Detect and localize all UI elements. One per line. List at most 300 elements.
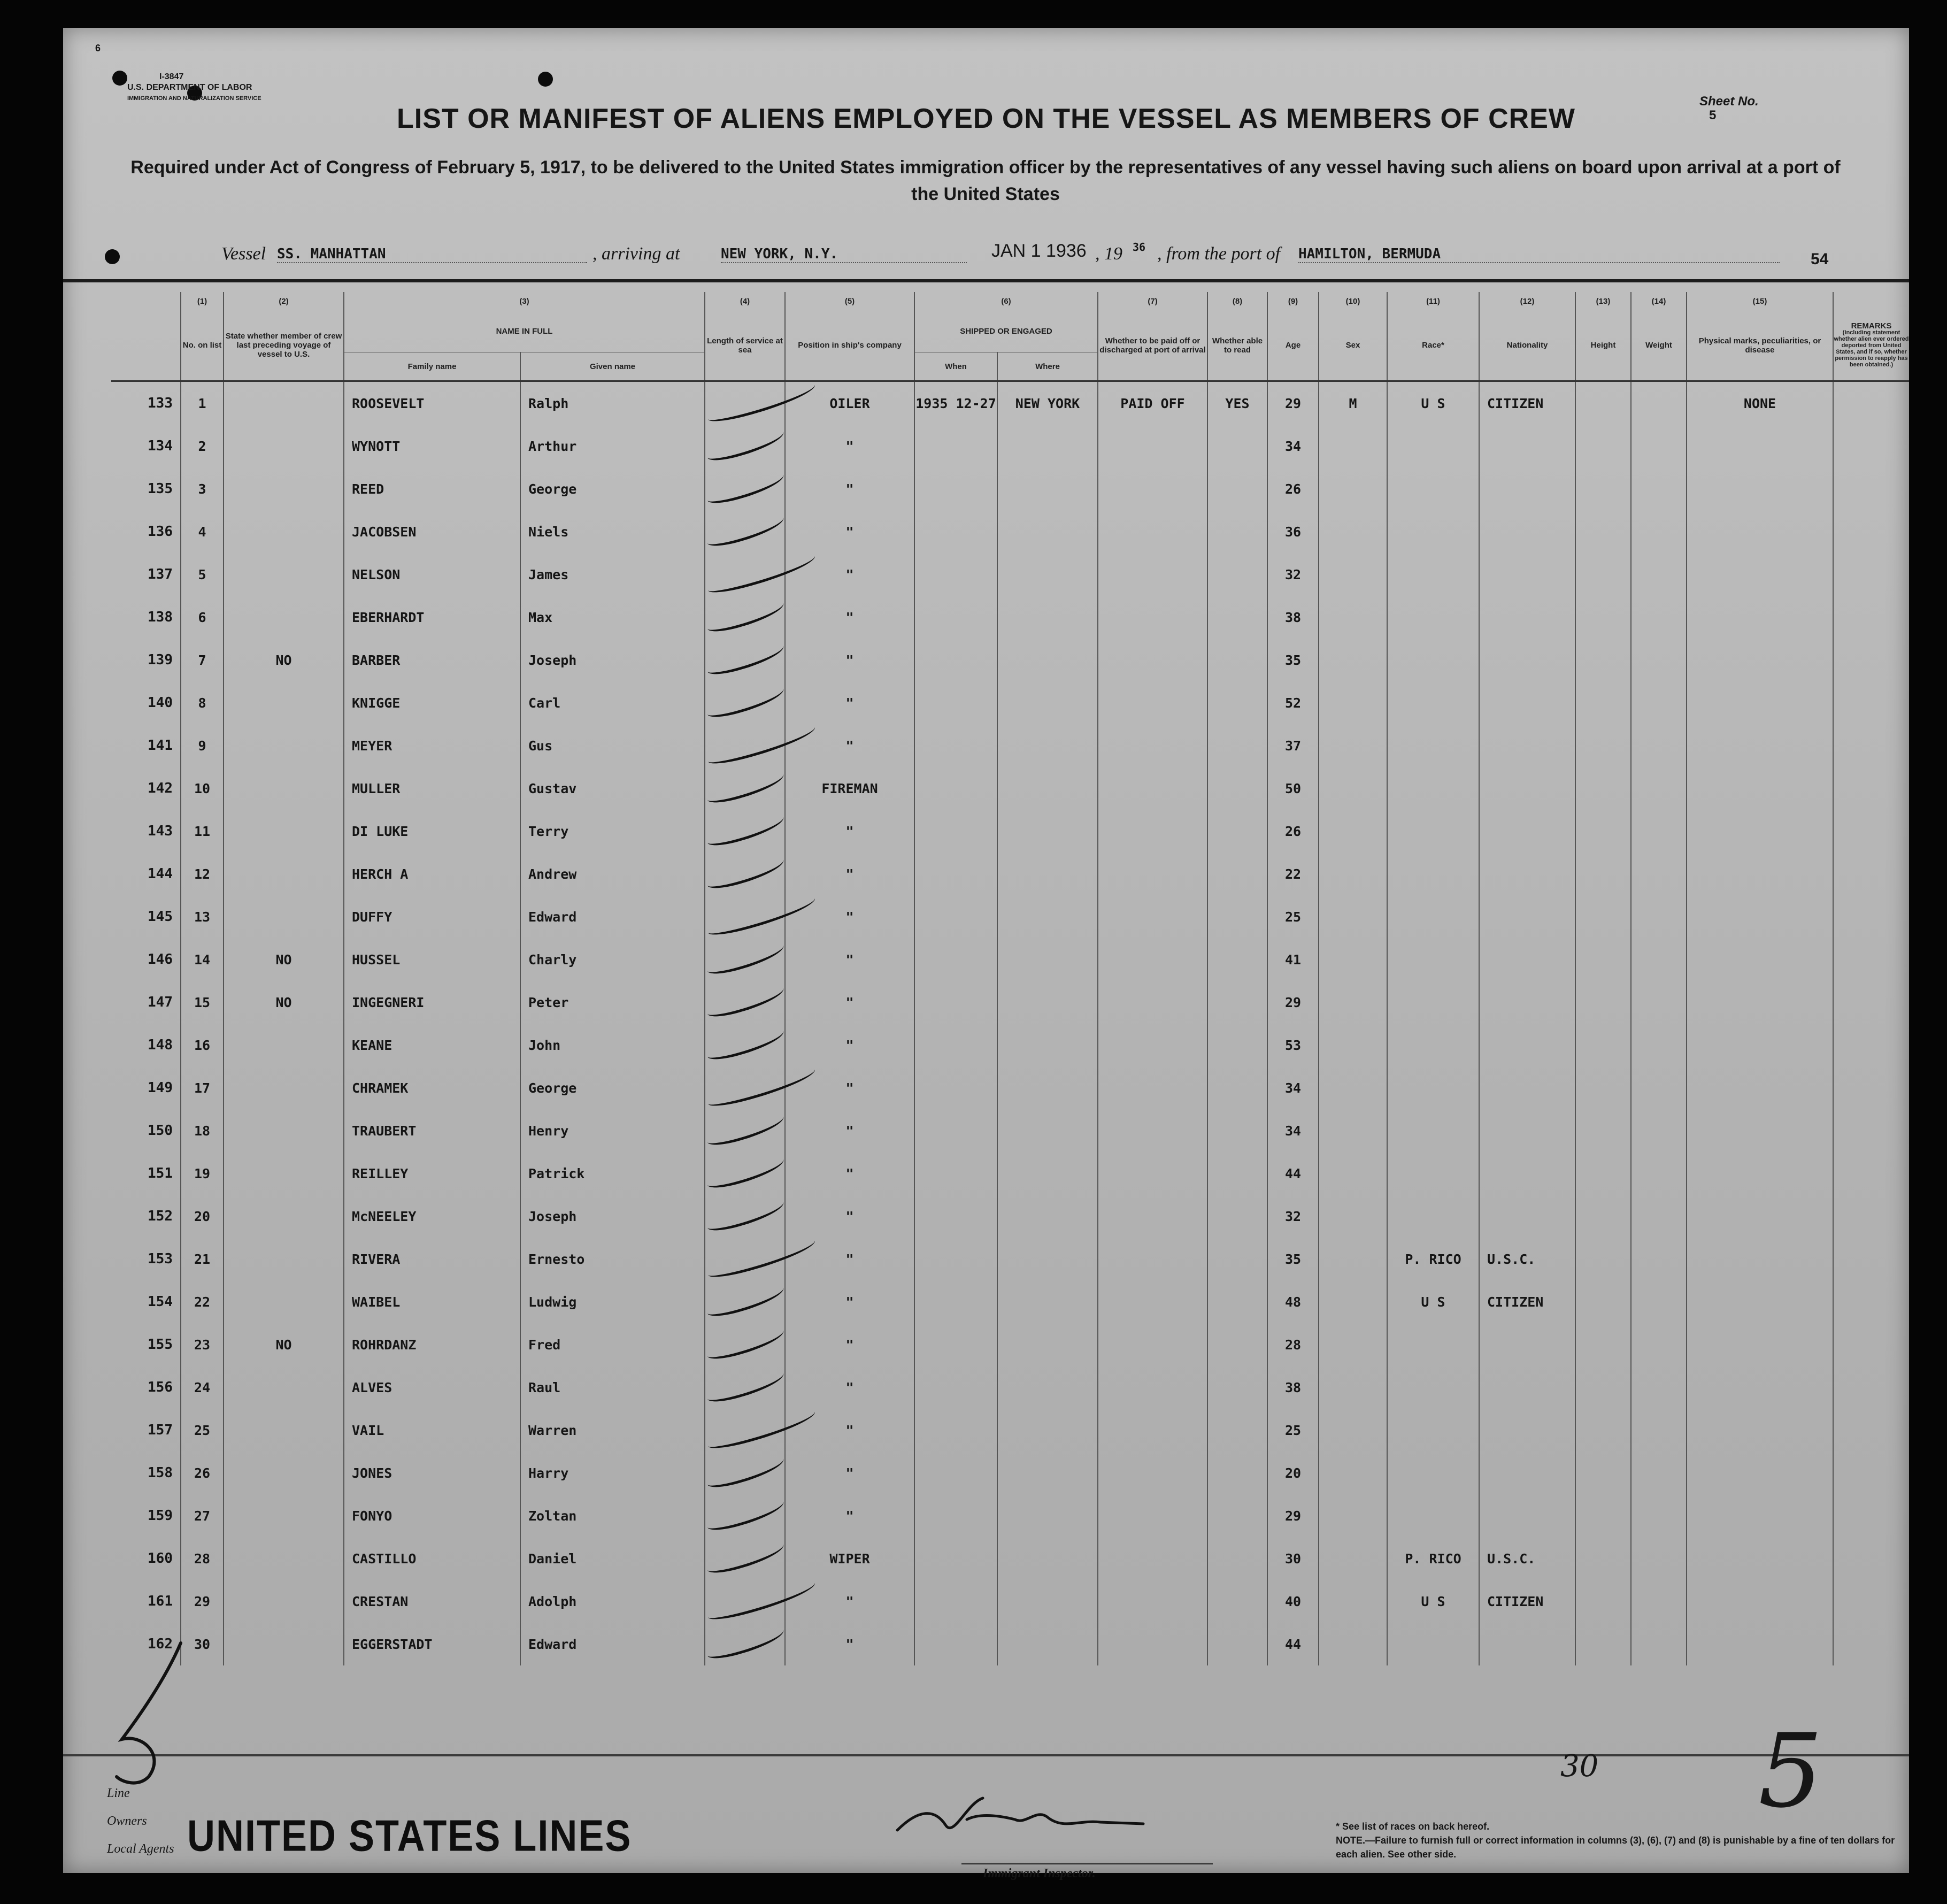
row-number: 4 xyxy=(181,510,224,553)
paid-off xyxy=(1098,1537,1207,1580)
margin-number: 159 xyxy=(148,1508,173,1524)
margin-number: 140 xyxy=(148,695,173,711)
given-name: Charly xyxy=(520,938,705,981)
age: 25 xyxy=(1267,1409,1319,1452)
table-row xyxy=(111,1066,1909,1109)
table-row xyxy=(111,639,1909,681)
weight xyxy=(1631,1323,1687,1366)
pen-stroke xyxy=(704,767,787,807)
header-state-member: State whether member of crew last preceding voyage of vessel to U.S. xyxy=(224,310,344,381)
table-row xyxy=(111,1152,1909,1195)
nationality: U.S.C. xyxy=(1479,1537,1575,1580)
service-length-mark xyxy=(705,1238,785,1280)
position: " xyxy=(785,1066,914,1109)
position: " xyxy=(785,467,914,510)
age: 40 xyxy=(1267,1580,1319,1623)
given-name: George xyxy=(520,467,705,510)
family-name: KEANE xyxy=(344,1024,520,1066)
service: IMMIGRATION AND NATURALIZATION SERVICE xyxy=(127,95,261,102)
sex xyxy=(1319,681,1387,724)
shipped-where xyxy=(997,853,1098,895)
row-number: 16 xyxy=(181,1024,224,1066)
able-to-read xyxy=(1207,1623,1267,1665)
margin-number: 145 xyxy=(148,909,173,925)
weight xyxy=(1631,853,1687,895)
given-name: Edward xyxy=(520,1623,705,1665)
position: WIPER xyxy=(785,1537,914,1580)
race xyxy=(1387,1109,1479,1152)
margin-number: 144 xyxy=(148,866,173,882)
department: U.S. DEPARTMENT OF LABOR xyxy=(127,83,252,92)
weight xyxy=(1631,1238,1687,1280)
sex xyxy=(1319,724,1387,767)
family-name: WYNOTT xyxy=(344,425,520,467)
family-name: DUFFY xyxy=(344,895,520,938)
family-name: CASTILLO xyxy=(344,1537,520,1580)
table-row xyxy=(111,553,1909,596)
pen-stroke xyxy=(704,1195,787,1235)
race: P. RICO xyxy=(1387,1537,1479,1580)
race xyxy=(1387,510,1479,553)
able-to-read xyxy=(1207,596,1267,639)
height xyxy=(1575,381,1631,425)
header-name-in-full: NAME IN FULL xyxy=(344,310,705,352)
header-no-on-list: No. on list xyxy=(181,310,224,381)
remarks-title: REMARKS xyxy=(1851,321,1892,331)
shipped-where xyxy=(997,1109,1098,1152)
paid-off xyxy=(1098,425,1207,467)
weight xyxy=(1631,1580,1687,1623)
given-name: John xyxy=(520,1024,705,1066)
family-name: VAIL xyxy=(344,1409,520,1452)
header-given-name: Given name xyxy=(520,352,705,381)
margin-number: 148 xyxy=(148,1037,173,1053)
weight xyxy=(1631,1024,1687,1066)
paid-off xyxy=(1098,1452,1207,1494)
physical-marks xyxy=(1687,981,1833,1024)
nationality xyxy=(1479,938,1575,981)
given-name: Max xyxy=(520,596,705,639)
given-name: Warren xyxy=(520,1409,705,1452)
paid-off xyxy=(1098,1409,1207,1452)
age: 22 xyxy=(1267,853,1319,895)
pen-stroke xyxy=(704,810,787,850)
pen-stroke xyxy=(704,467,787,508)
header-when: When xyxy=(914,352,997,381)
nationality xyxy=(1479,510,1575,553)
shipped-when xyxy=(914,1280,997,1323)
given-name: Joseph xyxy=(520,639,705,681)
able-to-read xyxy=(1207,1109,1267,1152)
nationality xyxy=(1479,853,1575,895)
race xyxy=(1387,639,1479,681)
shipped-where xyxy=(997,938,1098,981)
age: 53 xyxy=(1267,1024,1319,1066)
nationality xyxy=(1479,895,1575,938)
remarks xyxy=(1833,981,1909,1024)
height xyxy=(1575,895,1631,938)
last-voyage-answer xyxy=(224,1537,344,1580)
age: 41 xyxy=(1267,938,1319,981)
year-prefix: , 19 xyxy=(1095,244,1122,264)
row-number: 11 xyxy=(181,810,224,853)
col-num-2: (2) xyxy=(224,292,344,310)
physical-marks xyxy=(1687,1623,1833,1665)
physical-marks: NONE xyxy=(1687,381,1833,425)
table-row xyxy=(111,1024,1909,1066)
row-number: 24 xyxy=(181,1366,224,1409)
race xyxy=(1387,425,1479,467)
paid-off xyxy=(1098,938,1207,981)
shipped-when xyxy=(914,1109,997,1152)
remarks-note: (Including statement whether alien ever ordered deported from United States, and if so, whether permission to reapply has been obtained.) xyxy=(1834,329,1909,368)
weight xyxy=(1631,510,1687,553)
shipped-when: 1935 12-27 xyxy=(914,381,997,425)
able-to-read xyxy=(1207,1452,1267,1494)
last-voyage-answer xyxy=(224,1109,344,1152)
remarks xyxy=(1833,1195,1909,1238)
physical-marks xyxy=(1687,510,1833,553)
paid-off xyxy=(1098,467,1207,510)
row-number: 6 xyxy=(181,596,224,639)
age: 38 xyxy=(1267,1366,1319,1409)
year-suffix: 36 xyxy=(1133,241,1146,254)
age: 30 xyxy=(1267,1537,1319,1580)
nationality xyxy=(1479,767,1575,810)
shipped-when xyxy=(914,639,997,681)
paid-off xyxy=(1098,1494,1207,1537)
physical-marks xyxy=(1687,1366,1833,1409)
height xyxy=(1575,938,1631,981)
service-length-mark xyxy=(705,1537,785,1580)
family-name: HERCH A xyxy=(344,853,520,895)
shipped-where xyxy=(997,895,1098,938)
shipped-where xyxy=(997,1280,1098,1323)
weight xyxy=(1631,1537,1687,1580)
sex xyxy=(1319,1452,1387,1494)
shipped-where xyxy=(997,596,1098,639)
margin-number: 155 xyxy=(148,1337,173,1353)
shipped-where xyxy=(997,981,1098,1024)
row-number: 22 xyxy=(181,1280,224,1323)
pen-stroke xyxy=(704,681,787,721)
nationality xyxy=(1479,1066,1575,1109)
page-subtitle: Required under Act of Congress of February 5, 1917, to be delivered to the United States immigration officer by the representatives of any vessel having such aliens on board upon arrival at a port of the United States xyxy=(130,157,1841,204)
height xyxy=(1575,1409,1631,1452)
service-length-mark xyxy=(705,1024,785,1066)
able-to-read xyxy=(1207,938,1267,981)
able-to-read xyxy=(1207,510,1267,553)
shipped-when xyxy=(914,1366,997,1409)
footnote-races: * See list of races on back hereof. xyxy=(1336,1821,1490,1832)
age: 34 xyxy=(1267,1066,1319,1109)
row-number: 14 xyxy=(181,938,224,981)
sheet-no-label: Sheet No. xyxy=(1699,94,1759,109)
shipped-where: NEW YORK xyxy=(997,381,1098,425)
table-row xyxy=(111,1409,1909,1452)
remarks xyxy=(1833,1366,1909,1409)
weight xyxy=(1631,681,1687,724)
nationality xyxy=(1479,425,1575,467)
family-name: FONYO xyxy=(344,1494,520,1537)
physical-marks xyxy=(1687,1152,1833,1195)
row-number: 23 xyxy=(181,1323,224,1366)
height xyxy=(1575,1152,1631,1195)
position: " xyxy=(785,1452,914,1494)
shipped-where xyxy=(997,1494,1098,1537)
shipped-when xyxy=(914,938,997,981)
position: " xyxy=(785,681,914,724)
shipped-where xyxy=(997,510,1098,553)
nationality xyxy=(1479,1409,1575,1452)
position: " xyxy=(785,1109,914,1152)
col-num-5: (5) xyxy=(785,292,914,310)
sex xyxy=(1319,1580,1387,1623)
remarks xyxy=(1833,510,1909,553)
margin-number: 147 xyxy=(148,994,173,1010)
sex xyxy=(1319,895,1387,938)
footer-rule xyxy=(63,1754,1909,1756)
remarks xyxy=(1833,1580,1909,1623)
service-length-mark xyxy=(705,938,785,981)
pen-stroke xyxy=(704,1152,787,1192)
paid-off xyxy=(1098,853,1207,895)
remarks xyxy=(1833,1109,1909,1152)
row-number: 27 xyxy=(181,1494,224,1537)
row-number: 8 xyxy=(181,681,224,724)
remarks xyxy=(1833,681,1909,724)
pen-stroke xyxy=(704,981,787,1021)
pen-stroke xyxy=(704,1452,787,1492)
race xyxy=(1387,810,1479,853)
shipped-when xyxy=(914,596,997,639)
paid-off xyxy=(1098,1366,1207,1409)
sex xyxy=(1319,639,1387,681)
row-number: 12 xyxy=(181,853,224,895)
sex xyxy=(1319,767,1387,810)
able-to-read xyxy=(1207,681,1267,724)
physical-marks xyxy=(1687,1494,1833,1537)
age: 20 xyxy=(1267,1452,1319,1494)
able-to-read xyxy=(1207,1195,1267,1238)
last-voyage-answer xyxy=(224,810,344,853)
weight xyxy=(1631,1109,1687,1152)
weight xyxy=(1631,1066,1687,1109)
table-row xyxy=(111,1366,1909,1409)
last-voyage-answer xyxy=(224,1024,344,1066)
manifest-sheet xyxy=(63,28,1909,1880)
height xyxy=(1575,1537,1631,1580)
inspector-label: Immigrant Inspector. xyxy=(983,1867,1096,1880)
shipped-when xyxy=(914,853,997,895)
race xyxy=(1387,1066,1479,1109)
age: 36 xyxy=(1267,510,1319,553)
race: U S xyxy=(1387,1280,1479,1323)
position: " xyxy=(785,1623,914,1665)
remarks xyxy=(1833,425,1909,467)
able-to-read xyxy=(1207,1152,1267,1195)
position: " xyxy=(785,553,914,596)
sex xyxy=(1319,853,1387,895)
shipped-where xyxy=(997,1066,1098,1109)
shipped-where xyxy=(997,1580,1098,1623)
pen-stroke xyxy=(704,1623,787,1663)
shipped-where xyxy=(997,767,1098,810)
given-name: Joseph xyxy=(520,1195,705,1238)
race xyxy=(1387,1452,1479,1494)
paid-off xyxy=(1098,1323,1207,1366)
row-number: 13 xyxy=(181,895,224,938)
table-row xyxy=(111,1109,1909,1152)
table-row xyxy=(111,1280,1909,1323)
service-length-mark xyxy=(705,1109,785,1152)
race xyxy=(1387,981,1479,1024)
owners-label: Owners xyxy=(107,1814,147,1828)
sex xyxy=(1319,1280,1387,1323)
position: " xyxy=(785,596,914,639)
shipped-when xyxy=(914,767,997,810)
paid-off xyxy=(1098,810,1207,853)
able-to-read xyxy=(1207,810,1267,853)
height xyxy=(1575,467,1631,510)
service-length-mark xyxy=(705,596,785,639)
given-name: George xyxy=(520,1066,705,1109)
family-name: EGGERSTADT xyxy=(344,1623,520,1665)
last-voyage-answer xyxy=(224,895,344,938)
margin-number: 150 xyxy=(148,1123,173,1139)
height xyxy=(1575,1623,1631,1665)
physical-marks xyxy=(1687,553,1833,596)
given-name: Ralph xyxy=(520,381,705,425)
sex xyxy=(1319,1366,1387,1409)
age: 44 xyxy=(1267,1152,1319,1195)
nationality xyxy=(1479,810,1575,853)
nationality xyxy=(1479,1109,1575,1152)
service-length-mark xyxy=(705,1152,785,1195)
col-num-11: (11) xyxy=(1387,292,1479,310)
age: 50 xyxy=(1267,767,1319,810)
row-number: 19 xyxy=(181,1152,224,1195)
paid-off xyxy=(1098,1623,1207,1665)
agents-label: Local Agents xyxy=(107,1842,174,1856)
margin-number: 142 xyxy=(148,780,173,796)
header-physical: Physical marks, peculiarities, or disease xyxy=(1687,310,1833,381)
paid-off xyxy=(1098,596,1207,639)
sex xyxy=(1319,510,1387,553)
header-height: Height xyxy=(1575,310,1631,381)
sex xyxy=(1319,1494,1387,1537)
shipped-when xyxy=(914,1537,997,1580)
height xyxy=(1575,724,1631,767)
margin-number: 139 xyxy=(148,652,173,668)
paid-off xyxy=(1098,1109,1207,1152)
margin-number: 146 xyxy=(148,951,173,968)
table-row xyxy=(111,425,1909,467)
position: " xyxy=(785,1195,914,1238)
col-num-10: (10) xyxy=(1319,292,1387,310)
sex xyxy=(1319,596,1387,639)
col-num-7: (7) xyxy=(1098,292,1207,310)
family-name: DI LUKE xyxy=(344,810,520,853)
shipped-where xyxy=(997,1024,1098,1066)
shipped-when xyxy=(914,425,997,467)
given-name: Ernesto xyxy=(520,1238,705,1280)
shipped-where xyxy=(997,1152,1098,1195)
last-voyage-answer xyxy=(224,596,344,639)
given-name: Terry xyxy=(520,810,705,853)
table-row xyxy=(111,810,1909,853)
paid-off xyxy=(1098,981,1207,1024)
header-shipped: SHIPPED OR ENGAGED xyxy=(914,310,1098,352)
shipped-when xyxy=(914,1409,997,1452)
margin-number: 141 xyxy=(148,738,173,754)
col-num-3: (3) xyxy=(344,292,705,310)
last-voyage-answer xyxy=(224,1580,344,1623)
height xyxy=(1575,981,1631,1024)
physical-marks xyxy=(1687,1580,1833,1623)
pen-stroke xyxy=(704,510,787,550)
margin-mark xyxy=(101,1632,207,1793)
sex xyxy=(1319,425,1387,467)
last-voyage-answer xyxy=(224,724,344,767)
remarks xyxy=(1833,1452,1909,1494)
physical-marks xyxy=(1687,596,1833,639)
service-length-mark xyxy=(705,553,785,596)
service-length-mark xyxy=(705,467,785,510)
weight xyxy=(1631,1409,1687,1452)
age: 32 xyxy=(1267,1195,1319,1238)
weight xyxy=(1631,1494,1687,1537)
table-row xyxy=(111,1580,1909,1623)
page-title: LIST OR MANIFEST OF ALIENS EMPLOYED ON THE VESSEL AS MEMBERS OF CREW xyxy=(397,103,1575,134)
form-number: I-3847 xyxy=(159,72,184,81)
last-voyage-answer xyxy=(224,425,344,467)
shipped-where xyxy=(997,1537,1098,1580)
shipped-when xyxy=(914,1024,997,1066)
age: 34 xyxy=(1267,1109,1319,1152)
margin-number: 161 xyxy=(148,1593,173,1609)
margin-header xyxy=(111,310,181,352)
table-row xyxy=(111,938,1909,981)
nationality xyxy=(1479,596,1575,639)
given-name: Gustav xyxy=(520,767,705,810)
service-length-mark xyxy=(705,1580,785,1623)
height xyxy=(1575,1580,1631,1623)
race xyxy=(1387,1323,1479,1366)
given-name: Fred xyxy=(520,1323,705,1366)
last-voyage-answer xyxy=(224,1409,344,1452)
sex xyxy=(1319,1195,1387,1238)
nationality: CITIZEN xyxy=(1479,381,1575,425)
margin-header xyxy=(111,292,181,310)
last-voyage-answer: NO xyxy=(224,639,344,681)
footnote xyxy=(1336,1819,1903,1861)
position: " xyxy=(785,810,914,853)
col-num-1: (1) xyxy=(181,292,224,310)
from-label: , from the port of xyxy=(1157,244,1281,264)
able-to-read xyxy=(1207,724,1267,767)
race xyxy=(1387,553,1479,596)
height xyxy=(1575,1195,1631,1238)
header-position: Position in ship's company xyxy=(785,310,914,381)
table-row xyxy=(111,681,1909,724)
able-to-read xyxy=(1207,767,1267,810)
row-number: 20 xyxy=(181,1195,224,1238)
pen-stroke xyxy=(704,639,787,679)
given-name: Daniel xyxy=(520,1537,705,1580)
height xyxy=(1575,767,1631,810)
position: " xyxy=(785,1494,914,1537)
